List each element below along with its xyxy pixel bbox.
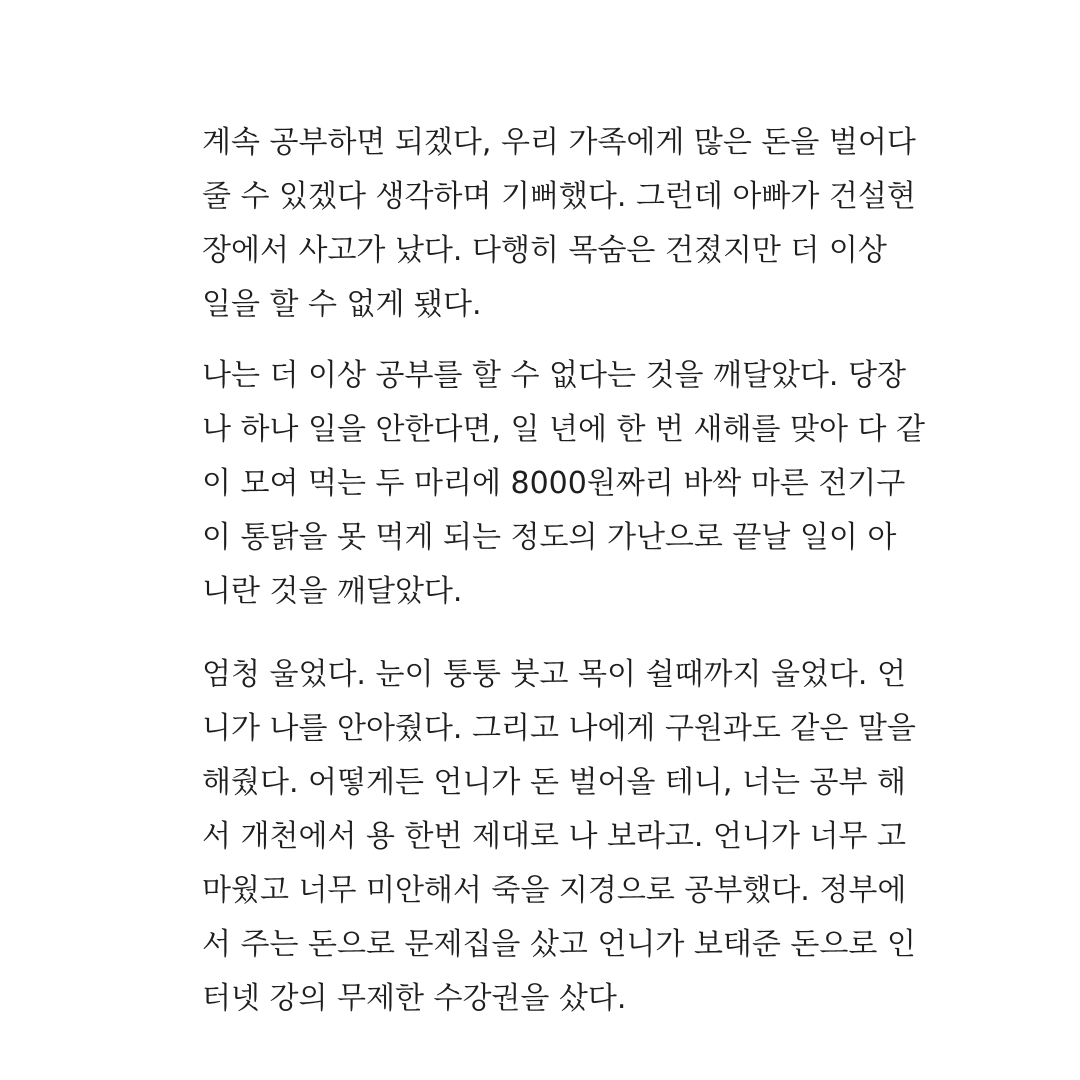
paragraph-3 xyxy=(202,648,916,1026)
text-line: 엄청 울었다. 눈이 퉁퉁 붓고 목이 쉴때까지 울었다. 언 xyxy=(202,657,906,692)
text-line: 나 하나 일을 안한다면, 일 년에 한 번 새해를 맞아 다 같 xyxy=(202,412,926,447)
text-line: 이 모여 먹는 두 마리에 8000원짜리 바싹 마른 전기구 xyxy=(202,466,906,501)
text-line: 일을 할 수 없게 됐다. xyxy=(202,287,482,322)
text-line: 터넷 강의 무제한 수강권을 샀다. xyxy=(202,981,627,1016)
text-line: 마웠고 너무 미안해서 죽을 지경으로 공부했다. 정부에 xyxy=(202,873,907,908)
text-line: 니가 나를 안아줬다. 그리고 나에게 구원과도 같은 말을 xyxy=(202,711,916,746)
text-line: 서 주는 돈으로 문제집을 샀고 언니가 보태준 돈으로 인 xyxy=(202,927,916,962)
text-line: 해줬다. 어떻게든 언니가 돈 벌어올 테니, 너는 공부 해 xyxy=(202,765,906,800)
paragraph-1 xyxy=(202,116,916,332)
text-line: 서 개천에서 용 한번 제대로 나 보라고. 언니가 너무 고 xyxy=(202,819,906,854)
text-line: 장에서 사고가 났다. 다행히 목숨은 건졌지만 더 이상 xyxy=(202,233,887,268)
text-line: 나는 더 이상 공부를 할 수 없다는 것을 깨달았다. 당장 xyxy=(202,358,906,393)
paragraph-2 xyxy=(202,349,926,619)
text-line: 계속 공부하면 되겠다, 우리 가족에게 많은 돈을 벌어다 xyxy=(202,125,916,160)
text-line: 줄 수 있겠다 생각하며 기뻐했다. 그런데 아빠가 건설현 xyxy=(202,179,916,214)
text-line: 이 통닭을 못 먹게 되는 정도의 가난으로 끝날 일이 아 xyxy=(202,520,897,555)
text-line: 니란 것을 깨달았다. xyxy=(202,574,463,609)
